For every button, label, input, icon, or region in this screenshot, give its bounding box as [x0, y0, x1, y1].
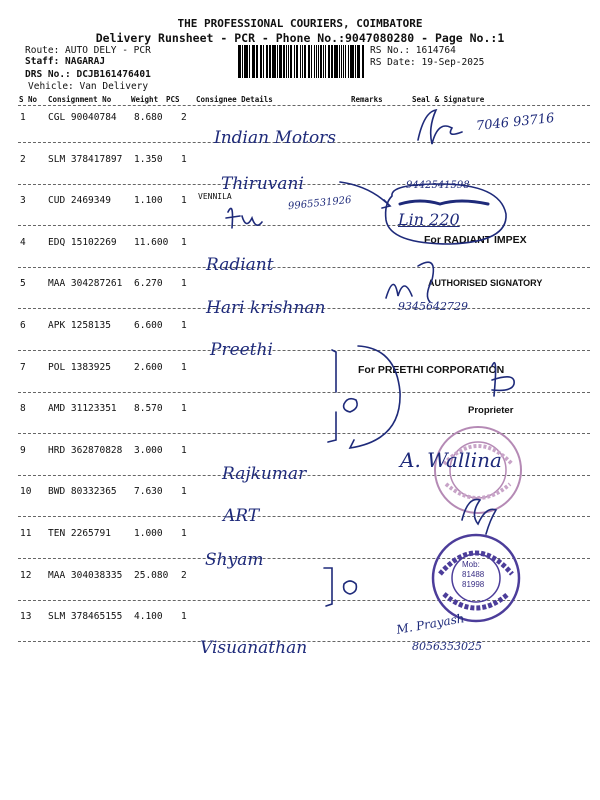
row-weight: 3.000 — [134, 445, 163, 456]
row-weight: 4.100 — [134, 611, 163, 622]
hw-phone-row5: 9345642729 — [398, 300, 468, 313]
hw-preethi: Preethi — [210, 340, 273, 360]
hw-hari-krishnan: Hari krishnan — [206, 298, 326, 318]
seal-mob-number-1: 81488 — [462, 570, 485, 579]
row-consignment-no: BWD 80332365 — [48, 486, 117, 497]
bracket-row7-9 — [328, 350, 336, 442]
col-consignment: Consignment No — [48, 95, 112, 104]
hw-signature-row13: M. Prayash — [395, 611, 466, 637]
row-weight: 6.600 — [134, 320, 163, 331]
row-consignment-no: MAA 304287261 — [48, 278, 123, 289]
row-sno: 11 — [20, 528, 32, 539]
row-consignment-no: CUD 2469349 — [48, 195, 111, 206]
row-pcs: 1 — [181, 320, 187, 331]
row-consignment-no: CGL 90040784 — [48, 112, 117, 123]
arrow-row2 — [340, 182, 390, 208]
hw-radiant: Radiant — [206, 255, 274, 275]
circle-mark-row12 — [344, 581, 357, 594]
signature-row10 — [462, 499, 496, 534]
row-weight: 1.350 — [134, 154, 163, 165]
hw-thiruvani: Thiruvani — [221, 174, 304, 194]
row-pcs: 2 — [181, 112, 187, 123]
row-pcs: 1 — [181, 154, 187, 165]
row-weight: 7.630 — [134, 486, 163, 497]
seal-mob-number-2: 81998 — [462, 580, 485, 589]
row-pcs: 1 — [181, 278, 187, 289]
col-pcs: PCS — [166, 95, 180, 104]
row-consignment-no: SLM 378417897 — [48, 154, 123, 165]
vehicle-label: Vehicle: Van Delivery — [28, 81, 149, 92]
hw-phone-row2: 9442541598 — [406, 180, 470, 191]
row-sno: 6 — [20, 320, 26, 331]
signature-row1 — [418, 110, 462, 144]
hw-note-row3: Lin 220 — [398, 210, 460, 229]
rs-date: RS Date: 19-Sep-2025 — [370, 57, 485, 68]
row-weight: 8.570 — [134, 403, 163, 414]
row-weight: 2.600 — [134, 362, 163, 373]
row-sno: 10 — [20, 486, 32, 497]
consignee-vennila: VENNILA — [198, 192, 232, 201]
circle-mark-row8 — [344, 399, 358, 412]
signature-row7 — [492, 363, 514, 396]
row-pcs: 1 — [181, 237, 187, 248]
scribble-row3 — [400, 201, 488, 204]
seal-mob-label: Mob: — [462, 560, 480, 569]
row-consignment-no: POL 1383925 — [48, 362, 111, 373]
row-pcs: 1 — [181, 528, 187, 539]
row-sno: 7 — [20, 362, 26, 373]
hw-phone-row3: 9965531926 — [287, 194, 353, 213]
preethi-company-stamp: For PREETHI CORPORATION — [358, 364, 505, 376]
row-sno: 2 — [20, 154, 26, 165]
bracket-row12 — [324, 568, 332, 606]
row-pcs: 2 — [181, 570, 187, 581]
row-sno: 9 — [20, 445, 26, 456]
curve-row6 — [350, 346, 400, 448]
hw-visuanathan: Visuanathan — [200, 638, 308, 658]
hw-phone-row1: 7046 93716 — [475, 110, 556, 135]
col-weight: Weight — [131, 95, 159, 104]
signature-row3 — [226, 208, 262, 228]
row-pcs: 1 — [181, 403, 187, 414]
row-sno: 13 — [20, 611, 32, 622]
row-pcs: 1 — [181, 195, 187, 206]
hw-rajkumar: Rajkumar — [222, 464, 307, 484]
row-sno: 8 — [20, 403, 26, 414]
row-consignment-no: TEN 2265791 — [48, 528, 111, 539]
row-pcs: 1 — [181, 486, 187, 497]
row-pcs: 1 — [181, 611, 187, 622]
col-seal-signature: Seal & Signature — [412, 95, 485, 104]
row-pcs: 1 — [181, 445, 187, 456]
row-weight: 11.600 — [134, 237, 169, 248]
row-consignment-no: SLM 378465155 — [48, 611, 123, 622]
document-title: THE PROFESSIONAL COURIERS, COIMBATORE — [177, 17, 423, 30]
staff-label: Staff: NAGARAJ — [25, 56, 106, 67]
row-weight: 8.680 — [134, 112, 163, 123]
row-consignment-no: MAA 304038335 — [48, 570, 123, 581]
preethi-role-stamp: Proprieter — [468, 405, 514, 416]
row-weight: 25.080 — [134, 570, 169, 581]
row-consignment-no: APK 1258135 — [48, 320, 111, 331]
signature-row5 — [386, 262, 433, 302]
row-sno: 1 — [20, 112, 26, 123]
row-weight: 6.270 — [134, 278, 163, 289]
ellipse-row3 — [386, 184, 506, 244]
route-label: Route: AUTO DELY - PCR — [25, 45, 151, 56]
row-sno: 5 — [20, 278, 26, 289]
hw-indian-motors: Indian Motors — [214, 128, 337, 148]
hw-art: ART — [223, 506, 260, 526]
row-sno: 4 — [20, 237, 26, 248]
hw-shyam: Shyam — [205, 550, 264, 570]
row-sno: 12 — [20, 570, 32, 581]
rs-number: RS No.: 1614764 — [370, 45, 456, 56]
row-consignment-no: EDQ 15102269 — [48, 237, 117, 248]
radiant-role-stamp: AUTHORISED SIGNATORY — [428, 278, 543, 288]
radiant-company-stamp: For RADIANT IMPEX — [424, 234, 527, 246]
row-weight: 1.100 — [134, 195, 163, 206]
drs-label: DRS No.: DCJB161476401 — [25, 69, 151, 80]
document-subtitle: Delivery Runsheet - PCR - Phone No.:9047080280 - Page No.:1 — [95, 31, 505, 45]
row-consignment-no: AMD 31123351 — [48, 403, 117, 414]
hw-signature-row9: A. Wallina — [400, 448, 502, 472]
hw-phone-row13: 8056353025 — [412, 640, 482, 653]
row-sno: 3 — [20, 195, 26, 206]
col-remarks: Remarks — [351, 95, 383, 104]
row-weight: 1.000 — [134, 528, 163, 539]
col-consignee: Consignee Details — [196, 95, 273, 104]
row-consignment-no: HRD 362870828 — [48, 445, 123, 456]
col-sno: S No — [19, 95, 38, 104]
row-pcs: 1 — [181, 362, 187, 373]
